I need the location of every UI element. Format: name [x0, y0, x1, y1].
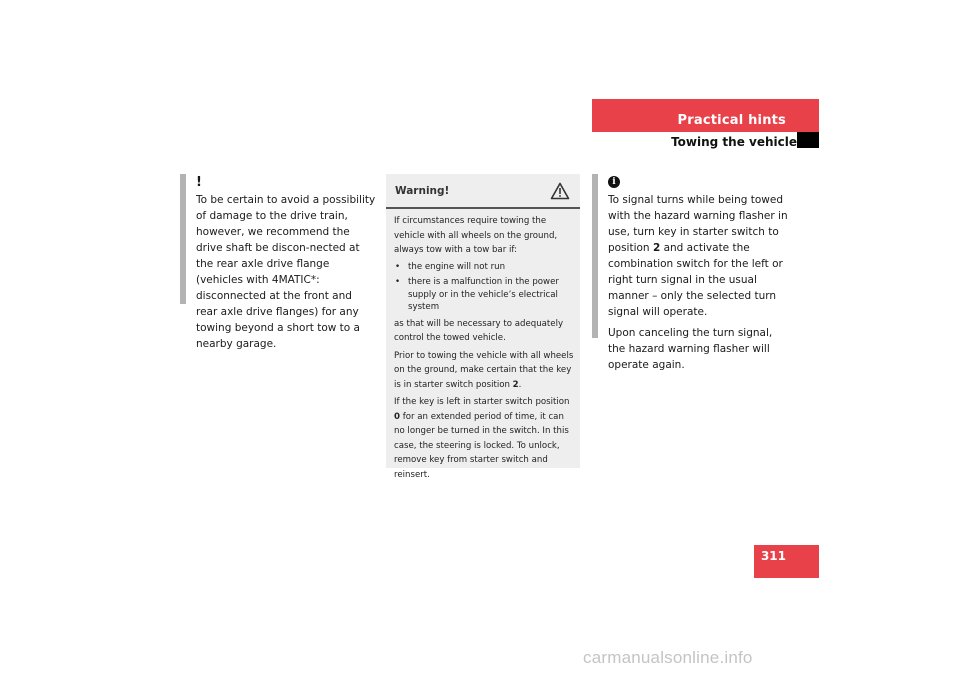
warning-intro: If circumstances require towing the vehicle with all wheels on the ground, always tow with a tow bar if:: [394, 216, 558, 255]
info-bar: [592, 174, 598, 338]
watermark: carmanualsonline.info: [583, 648, 753, 667]
page-number: 311: [760, 549, 786, 563]
subsection-title: Towing the vehicle: [671, 135, 797, 149]
list-item: • there is a malfunction in the power supply or in the vehicle’s electrical system: [395, 277, 559, 312]
warning-after: as that will be necessary to adequately control the towed vehicle.: [394, 318, 564, 343]
warning-label: Warning!: [395, 185, 450, 197]
info-paragraph-1: To signal turns while being towed with the hazard warning flasher in use, turn key in starter switch to position 2 and activate the combination switch for the left or right turn signal in the usual manner – only the selected turn signal will operate.: [608, 194, 788, 318]
warning-bullet-list: [394, 261, 574, 314]
warning-paragraph-2: Prior to towing the vehicle with all wheels on the ground, make certain that the key is in starter switch position 2.: [394, 350, 574, 390]
warning-triangle-icon: [550, 182, 570, 200]
exclamation-icon: !: [196, 175, 202, 190]
warning-header: [386, 174, 580, 209]
section-title: Practical hints: [677, 113, 786, 128]
notice-text: To be certain to avoid a possibility of damage to the drive train, however, we recommend the drive shaft be discon-nected at the rear axle drive flange (vehicles with 4MATIC*: disconnected at the front and rear axle drive flanges) for any towing beyond a short tow to a nearby garage.: [196, 194, 376, 350]
page-number-box: [754, 545, 819, 578]
info-icon: i: [608, 176, 620, 188]
warning-box: [386, 174, 580, 480]
warning-body: [394, 214, 574, 485]
section-header: [592, 99, 819, 132]
warning-paragraph-3: If the key is left in starter switch position 0 for an extended period of time, it can no longer be turned in the switch. In this case, the steering is locked. To unlock, remove key from starter switch and reinsert.: [394, 397, 570, 480]
notice-bar: [180, 174, 186, 304]
info-right: [608, 176, 790, 378]
header-marker: [797, 132, 819, 148]
notice-left: [196, 176, 376, 357]
info-paragraph-2: Upon canceling the turn signal, the hazard warning flasher will operate again.: [608, 327, 773, 371]
list-item: • the engine will not run: [395, 261, 506, 272]
